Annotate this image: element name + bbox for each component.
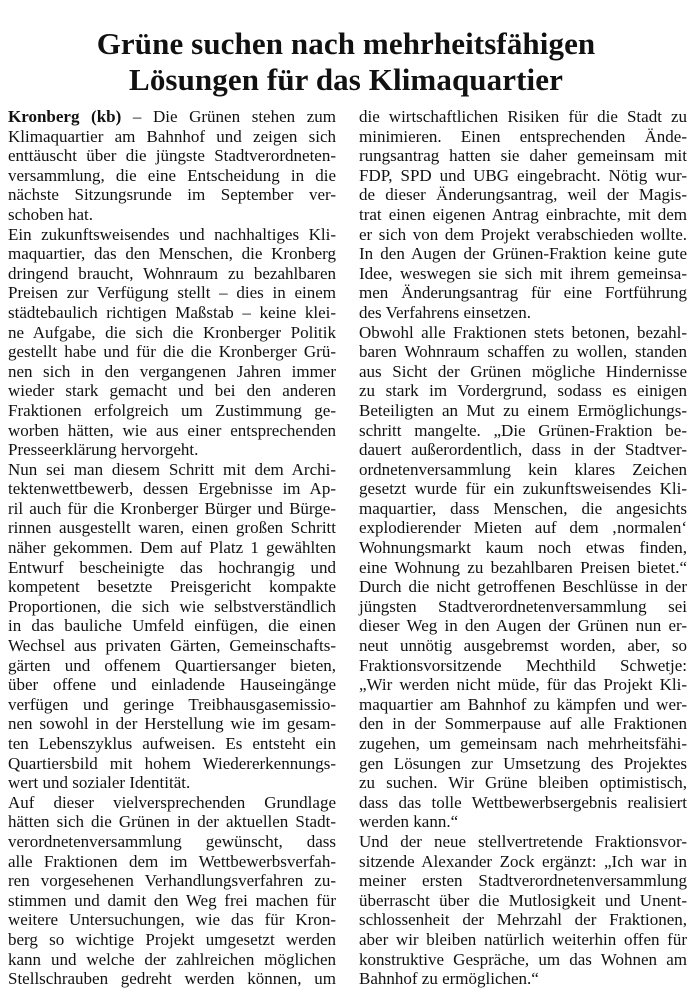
article-text-line: Wohnungsmarkt kaum noch etwas finden,	[359, 538, 687, 558]
article-text-line: Bahnhof zu ermöglichen.“	[359, 969, 539, 989]
article-text-line: ordnetenversammlung kein klares Zeichen	[359, 459, 687, 479]
article-text-line: Durch die nicht getroffenen Beschlüsse in der	[359, 577, 687, 597]
article-text-line: Ein zukunftsweisendes und nachhaltiges Kli-	[8, 224, 336, 244]
article-text-line: in das bauliche Umfeld einfügen, die einen	[8, 616, 336, 636]
article-text-line: Stellschrauben gedreht werden können, um	[8, 969, 336, 989]
article-text-line: zu stark im Vordergrund, sodass es einigen	[359, 381, 687, 401]
article-text-line: FDP, SPD und UBG eingebracht. Nötig wur-	[359, 165, 687, 185]
article-text-line: überrascht über die Mutlosigkeit und Unent-	[359, 890, 687, 910]
article-text-line: sitzende Alexander Zock ergänzt: „Ich war in	[359, 851, 687, 871]
article-text-line: Idee, weswegen sie sich mit ihrem gemeinsa-	[359, 263, 687, 283]
article-text-line: weitere Untersuchungen, wie das für Kron-	[8, 910, 336, 930]
article-text-line: Fraktionen erfolgreich um Zustimmung ge-	[8, 400, 336, 420]
article-text-line: kompetent besetzte Preisgericht kompakte	[8, 577, 336, 597]
article-text-line: verfügen und geringe Treibhausgasemissio-	[8, 694, 336, 714]
article-text-line: nächste Sitzungsrunde im September ver-	[8, 185, 336, 205]
article-text-line: nen sich in den vergangenen Jahren immer	[8, 361, 336, 381]
article-text-line: gärten und offenem Quartiersanger bieten,	[8, 655, 336, 675]
article-dateline: Kronberg (kb)	[8, 107, 122, 126]
article-text-line: jüngsten Stadtverordnetenversammlung sei	[359, 596, 687, 616]
article-text-line: schlossenheit der Mehrzahl der Fraktionen,	[359, 910, 687, 930]
article-text-line: er sich von dem Projekt verabschieden wollte.	[359, 224, 687, 244]
article-text-line: tektenwettbewerb, dessen Ergebnisse im Ap-	[8, 479, 336, 499]
article-text-line: enttäuscht über die jüngste Stadtverordneten-	[8, 146, 336, 166]
article-text-line: ne Aufgabe, die sich die Kronberger Politik	[8, 322, 336, 342]
article-text-line: meiner ersten Stadtverordnetenversammlung	[359, 871, 687, 891]
article-text-line: konstruktive Gespräche, um das Wohnen am	[359, 949, 687, 969]
article-text-line: rinnen ausgestellt waren, einen großen Schritt	[8, 518, 336, 538]
article-text-line: maquartier am Bahnhof zu kämpfen und wer-	[359, 694, 687, 714]
article-text-line: den in der Sommerpause auf alle Fraktionen	[359, 714, 687, 734]
article-text-line: versammlung, die eine Entscheidung in die	[8, 165, 336, 185]
article-text-line: „Wir werden nicht müde, für das Projekt Kli-	[359, 675, 687, 695]
article-text-line: zugehen, um gemeinsam nach mehrheitsfähi-	[359, 734, 687, 753]
article-text-line: städtebaulich richtigen Maßstab – keine klei-	[8, 302, 336, 322]
article-text-line: wert und sozialer Identität.	[8, 773, 191, 793]
article-text-line: verordnetenversammlung gewünscht, dass	[8, 831, 336, 851]
article-text-line: über offene und einladende Hauseingänge	[8, 675, 336, 695]
article-text-line: eine Wohnung zu bezahlbaren Preisen bietet.“	[359, 557, 687, 577]
article-text-line: minimieren. Einen entsprechenden Ände-	[359, 126, 687, 146]
article-text-line: Klimaquartier am Bahnhof und zeigen sich	[8, 126, 336, 146]
article-text-line: men Änderungsantrag für eine Fortführung	[359, 283, 687, 303]
article-text-line: dringend braucht, Wohnraum zu bezahlbaren	[8, 263, 336, 283]
article-text-line: Fraktionsvorsitzende Mechthild Schwetje:	[359, 655, 687, 675]
article-text-line: maquartier, das den Menschen, die Kronberg	[8, 244, 336, 264]
article-text-line: explodierender Mieten auf dem ‚normalen‘	[359, 518, 687, 538]
article-column-right	[359, 107, 687, 989]
article-text-line: ren vorgesehenen Verhandlungsverfahren zu-	[8, 871, 336, 891]
article-text-line: trat einen eigenen Antrag einbrachte, mit dem	[359, 204, 687, 224]
article-text-line: Quartiersbild mit hohem Wiedererkennungs-	[8, 753, 336, 773]
article-text-line: aber wir bleiben natürlich weiterhin offen für	[359, 929, 687, 949]
article-text-line: wieder stark gemacht und bei den anderen	[8, 381, 336, 401]
article-text-line: de dieser Änderungsantrag, weil der Magis-	[359, 185, 687, 205]
article-text-line: Proportionen, die sich wie selbstverständlich	[8, 596, 336, 616]
article-text-line: schoben hat.	[8, 204, 93, 224]
article-text-line: hätten sich die Grünen in der aktuellen Stadt-	[8, 812, 336, 832]
article-text-line: werden kann.“	[359, 812, 459, 832]
article-text-line: Preisen zur Verfügung stellt – dies in einem	[8, 283, 336, 303]
article-text-line: ten Lebenszyklus aufweisen. Es entsteht ein	[8, 734, 336, 753]
article-text-line: berg so wichtige Projekt umgesetzt werden	[8, 929, 336, 949]
article-text-line: Auf dieser vielversprechenden Grundlage	[8, 792, 336, 812]
article-headline	[8, 26, 684, 98]
article-text-line: ril auch für die Kronberger Bürger und Bürge-	[8, 498, 336, 518]
article-text-line: dieser Weg in den Augen der Grünen nun er-	[359, 616, 687, 636]
article-text-line: baren Wohnraum schaffen zu wollen, standen	[359, 342, 687, 362]
article-text-fragment: – Die Grünen stehen zum	[121, 107, 336, 126]
article-text-line: dauert außerordentlich, dass in der Stadtver-	[359, 440, 687, 460]
article-text-line: näher gekommen. Dem auf Platz 1 gewählten	[8, 538, 336, 558]
article-text-line: gestellt habe und für die die Kronberger Grü-	[8, 342, 336, 362]
article-text-line: gesetzt wurde für ein zukunftsweisendes Kli-	[359, 479, 687, 499]
article-text-line: Nun sei man diesem Schritt mit dem Archi-	[8, 459, 336, 479]
article-text-line: stimmen und damit den Weg frei machen für	[8, 890, 336, 910]
article-text-line: schritt mangelte. „Die Grünen-Fraktion be-	[359, 420, 687, 440]
article-text-line: neut unnötig ausgebremst worden, aber, so	[359, 636, 687, 656]
article-text-line: gen Lösungen zur Umsetzung des Projektes	[359, 753, 687, 773]
article-text-line: zu suchen. Wir Grüne bleiben optimistisch,	[359, 773, 687, 793]
article-text-line: Und der neue stellvertretende Fraktionsvor-	[359, 831, 687, 851]
article-text-line	[8, 107, 336, 127]
article-text-line: kann und welche der zahlreichen möglichen	[8, 949, 336, 969]
article-column-left	[8, 107, 336, 989]
article-text-line: worben hätten, wie aus einer entsprechenden	[8, 420, 336, 440]
article-text-line: Beteiligten an Mut zu einem Ermöglichungs-	[359, 400, 687, 420]
article-text-line: maquartier, dass Menschen, die angesichts	[359, 498, 687, 518]
article-text-line: Obwohl alle Fraktionen stets betonen, bezahl-	[359, 322, 687, 342]
headline-line: Grüne suchen nach mehrheitsfähigen	[96, 26, 596, 61]
article-text-line: rungsantrag hatten sie daher gemeinsam mit	[359, 146, 687, 166]
article-text-line: dass das tolle Wettbewerbsergebnis realisiert	[359, 792, 687, 812]
article-text-line: des Verfahrens einsetzen.	[359, 302, 531, 322]
article-text-line: Presseerklärung hervorgeht.	[8, 440, 199, 460]
article-text-line: Wechsel aus privaten Gärten, Gemeinschafts-	[8, 636, 336, 656]
article-text-line: Entwurf bescheinigte das hochrangig und	[8, 557, 336, 577]
article-text-line: In den Augen der Grünen-Fraktion keine gute	[359, 244, 687, 264]
article-text-line: die wirtschaftlichen Risiken für die Stadt zu	[359, 107, 687, 126]
article-text-line: alle Fraktionen dem im Wettbewerbsverfah-	[8, 851, 336, 871]
article-text-line: aus Sicht der Grünen mögliche Hindernisse	[359, 361, 687, 381]
article-text-line: nen sowohl in der Herstellung wie im gesam-	[8, 714, 336, 734]
headline-line: Lösungen für das Klimaquartier	[129, 62, 563, 97]
